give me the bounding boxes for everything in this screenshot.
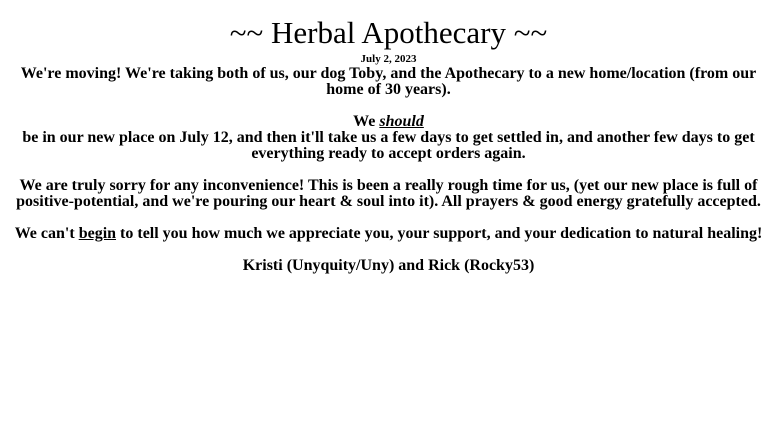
thanks-suffix: to tell you how much we appreciate you, your support, and your dedication to natural healing! — [116, 225, 763, 242]
spacer — [0, 210, 777, 226]
should-prefix: We — [353, 113, 380, 130]
moving-announcement: We're moving! We're taking both of us, our dog Toby, and the Apothecary to a new home/location (from our home of 30 years). — [20, 65, 757, 98]
spacer — [0, 98, 777, 114]
apology-text: We are truly sorry for any inconvenience! This is been a really rough time for us, (yet our new place is full of positive-potential, and we're pouring our heart & soul into it). All prayers & good energy gratefully accepted. — [16, 177, 761, 210]
signature: Kristi (Unyquity/Uny) and Rick (Rocky53) — [242, 257, 535, 274]
timeline-text: be in our new place on July 12, and then it'll take us a few days to get settled in, and another few days to get everything ready to accept orders again. — [22, 129, 755, 162]
thanks-text — [0, 226, 777, 242]
thanks-emphasis: begin — [78, 225, 117, 242]
spacer — [0, 162, 777, 178]
thanks-prefix: We can't — [14, 225, 79, 242]
notice-date: July 2, 2023 — [360, 53, 417, 65]
should-line — [0, 114, 777, 130]
should-emphasis: should — [379, 113, 424, 130]
page-title: ~~ Herbal Apothecary ~~ — [229, 15, 548, 50]
spacer — [0, 242, 777, 258]
